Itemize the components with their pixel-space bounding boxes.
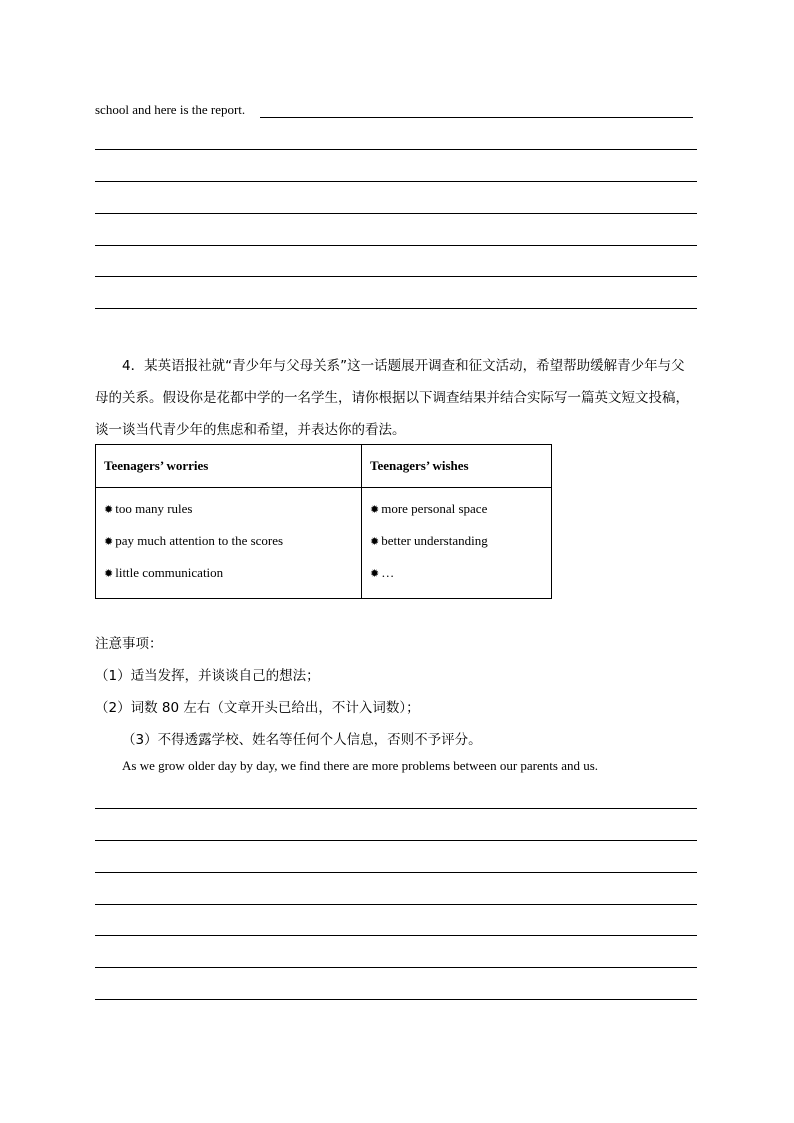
- writing-line[interactable]: [95, 840, 697, 841]
- wishes-header: Teenagers’ wishes: [362, 445, 552, 488]
- writing-line[interactable]: [95, 999, 697, 1000]
- bullet-icon: ✹: [370, 536, 380, 548]
- writing-line[interactable]: [95, 181, 697, 182]
- worries-header: Teenagers’ worries: [96, 445, 362, 488]
- wish-item: ✹ …: [370, 565, 395, 580]
- writing-line[interactable]: [95, 904, 697, 905]
- worry-item: ✹ pay much attention to the scores: [104, 533, 284, 548]
- bullet-icon: ✹: [104, 568, 114, 580]
- wish-item: ✹ better understanding: [370, 533, 488, 548]
- essay-opening-sentence: As we grow older day by day, we find there are more problems between our parents and us.: [122, 758, 599, 773]
- writing-line[interactable]: [95, 967, 697, 968]
- writing-line[interactable]: [95, 245, 697, 246]
- worry-item: ✹ little communication: [104, 565, 224, 580]
- writing-line[interactable]: [95, 149, 697, 150]
- bullet-icon: ✹: [370, 568, 380, 580]
- writing-line[interactable]: [95, 213, 697, 214]
- writing-line[interactable]: [95, 872, 697, 873]
- note-item: （2）词数 80 左右（文章开头已给出，不计入词数）；: [95, 700, 420, 716]
- notes-title: 注意事项：: [95, 636, 163, 652]
- bullet-icon: ✹: [370, 504, 380, 516]
- survey-table: [95, 444, 552, 599]
- report-intro-text: school and here is the report.: [95, 102, 246, 117]
- writing-line[interactable]: [95, 308, 697, 309]
- wishes-cell: [362, 488, 552, 599]
- note-item: （1）适当发挥，并谈谈自己的想法；: [95, 668, 320, 684]
- writing-line[interactable]: [95, 808, 697, 809]
- bullet-icon: ✹: [104, 504, 114, 516]
- bullet-icon: ✹: [104, 536, 114, 548]
- worries-cell: [96, 488, 362, 599]
- notes-section: [95, 628, 707, 756]
- writing-line[interactable]: [95, 935, 697, 936]
- question-4-prompt: [95, 350, 707, 446]
- question-4-line: 谈一谈当代青少年的焦虑和希望，并表达你的看法。: [95, 422, 406, 438]
- note-item: （3）不得透露学校、姓名等任何个人信息，否则不予评分。: [122, 732, 482, 748]
- writing-line[interactable]: [95, 276, 697, 277]
- question-4-line: 4．某英语报社就“青少年与父母关系”这一话题展开调查和征文活动，希望帮助缓解青少年与父: [122, 358, 685, 374]
- writing-blank-inline[interactable]: [260, 117, 693, 118]
- worry-item: ✹ too many rules: [104, 501, 193, 516]
- wish-item: ✹ more personal space: [370, 501, 488, 516]
- question-4-line: 母的关系。假设你是花都中学的一名学生，请你根据以下调查结果并结合实际写一篇英文短文投稿，: [95, 390, 689, 406]
